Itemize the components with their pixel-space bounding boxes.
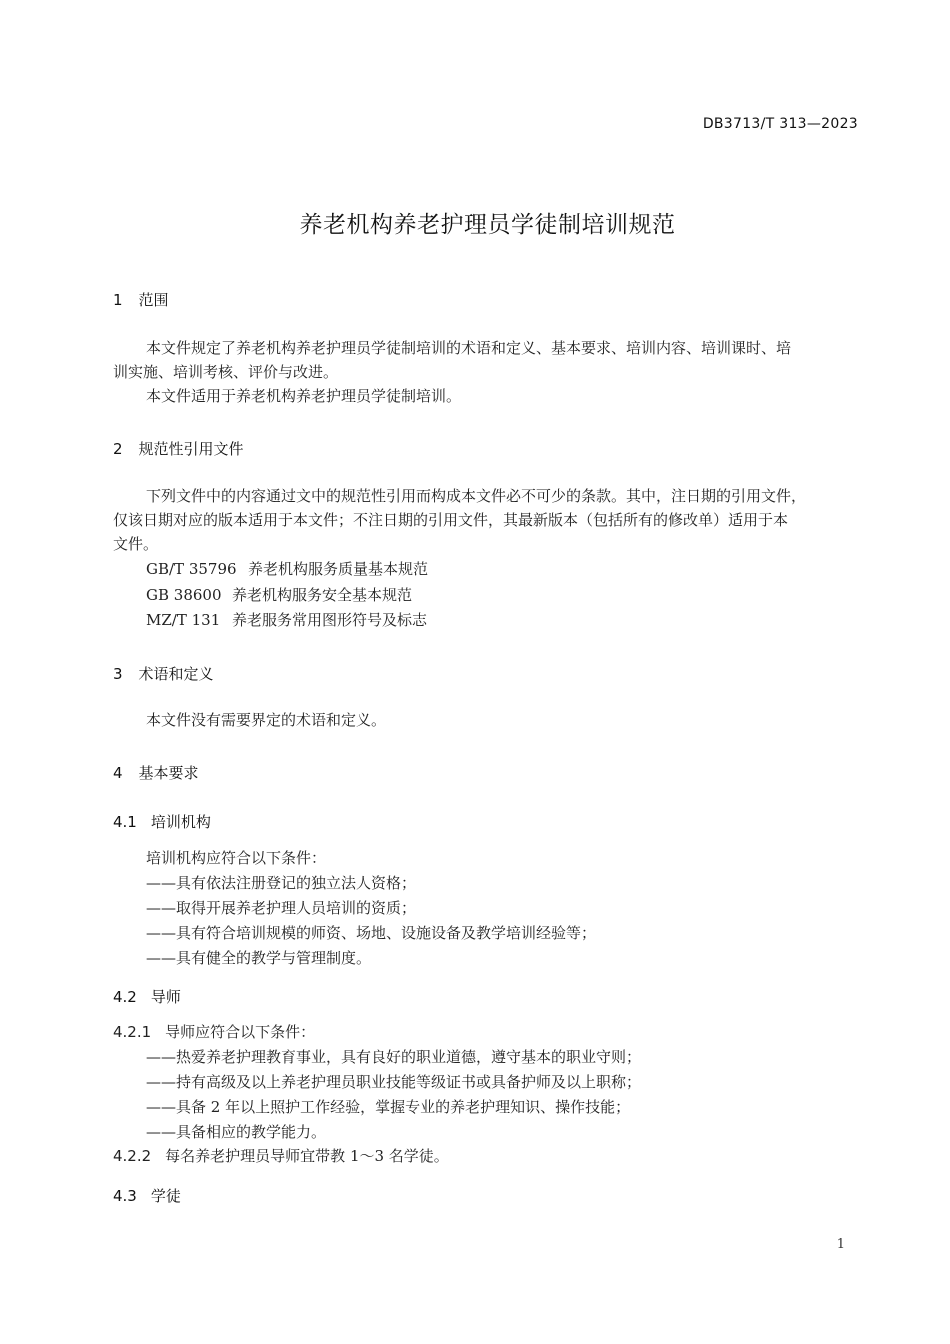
list-item: ——具备相应的教学能力。 bbox=[146, 1123, 327, 1141]
list-item: ——具有健全的教学与管理制度。 bbox=[146, 949, 372, 967]
subsection-number: 4.1 bbox=[113, 813, 137, 831]
section-1-heading bbox=[113, 289, 169, 310]
section-3-heading bbox=[113, 663, 214, 684]
subsection-title: 学徒 bbox=[150, 1187, 181, 1205]
section-title: 术语和定义 bbox=[138, 665, 214, 683]
subsection-title: 导师 bbox=[150, 988, 181, 1006]
clause-number: 4.2.2 bbox=[113, 1147, 152, 1165]
subsection-4-2-heading bbox=[113, 986, 181, 1007]
section-2-heading bbox=[113, 438, 244, 459]
document-title: 养老机构养老护理员学徒制培训规范 bbox=[299, 212, 676, 238]
paragraph: 训实施、培训考核、评价与改进。 bbox=[113, 363, 339, 381]
paragraph: 培训机构应符合以下条件： bbox=[146, 849, 327, 867]
standard-code: DB3713/T 313—2023 bbox=[702, 116, 858, 132]
section-number: 2 bbox=[113, 440, 123, 458]
subsection-4-1-heading bbox=[113, 811, 211, 832]
paragraph: 下列文件中的内容通过文中的规范性引用而构成本文件必不可少的条款。其中，注日期的引用文件， bbox=[146, 487, 807, 505]
clause-text: 每名养老护理员导师宜带教 1～3 名学徒。 bbox=[165, 1147, 449, 1165]
section-number: 3 bbox=[113, 665, 123, 683]
reference-code: MZ/T 131 bbox=[146, 611, 221, 629]
list-item: ——取得开展养老护理人员培训的资质； bbox=[146, 899, 417, 917]
clause-text: 导师应符合以下条件： bbox=[165, 1023, 316, 1041]
normative-reference bbox=[146, 558, 428, 579]
reference-title: 养老机构服务安全基本规范 bbox=[232, 586, 413, 604]
reference-title: 养老服务常用图形符号及标志 bbox=[232, 611, 428, 629]
list-item: ——热爱养老护理教育事业，具有良好的职业道德，遵守基本的职业守则； bbox=[146, 1048, 642, 1066]
reference-code: GB/T 35796 bbox=[146, 560, 237, 578]
section-title: 基本要求 bbox=[138, 764, 199, 782]
list-item: ——具有依法注册登记的独立法人资格； bbox=[146, 874, 417, 892]
page-number: 1 bbox=[836, 1237, 845, 1252]
normative-reference bbox=[146, 584, 412, 605]
reference-code: GB 38600 bbox=[146, 586, 222, 604]
section-4-heading bbox=[113, 762, 199, 783]
list-item: ——具有符合培训规模的师资、场地、设施设备及教学培训经验等； bbox=[146, 924, 597, 942]
section-number: 4 bbox=[113, 764, 123, 782]
paragraph: 仅该日期对应的版本适用于本文件；不注日期的引用文件，其最新版本（包括所有的修改单）适用于本 bbox=[113, 511, 789, 529]
section-number: 1 bbox=[113, 291, 123, 309]
list-item: ——持有高级及以上养老护理员职业技能等级证书或具备护师及以上职称； bbox=[146, 1073, 642, 1091]
clause-4-2-2 bbox=[113, 1145, 449, 1166]
subsection-number: 4.2 bbox=[113, 988, 137, 1006]
section-title: 规范性引用文件 bbox=[138, 440, 244, 458]
paragraph: 本文件没有需要界定的术语和定义。 bbox=[146, 711, 387, 729]
clause-4-2-1 bbox=[113, 1021, 315, 1042]
subsection-title: 培训机构 bbox=[150, 813, 211, 831]
normative-reference bbox=[146, 609, 427, 630]
section-title: 范围 bbox=[138, 291, 169, 309]
clause-number: 4.2.1 bbox=[113, 1023, 152, 1041]
subsection-number: 4.3 bbox=[113, 1187, 137, 1205]
list-item: ——具备 2 年以上照护工作经验，掌握专业的养老护理知识、操作技能； bbox=[146, 1098, 631, 1116]
paragraph: 本文件规定了养老机构养老护理员学徒制培训的术语和定义、基本要求、培训内容、培训课时、培 bbox=[146, 339, 792, 357]
paragraph: 文件。 bbox=[113, 535, 159, 553]
reference-title: 养老机构服务质量基本规范 bbox=[248, 560, 429, 578]
subsection-4-3-heading bbox=[113, 1185, 181, 1206]
paragraph: 本文件适用于养老机构养老护理员学徒制培训。 bbox=[146, 387, 462, 405]
